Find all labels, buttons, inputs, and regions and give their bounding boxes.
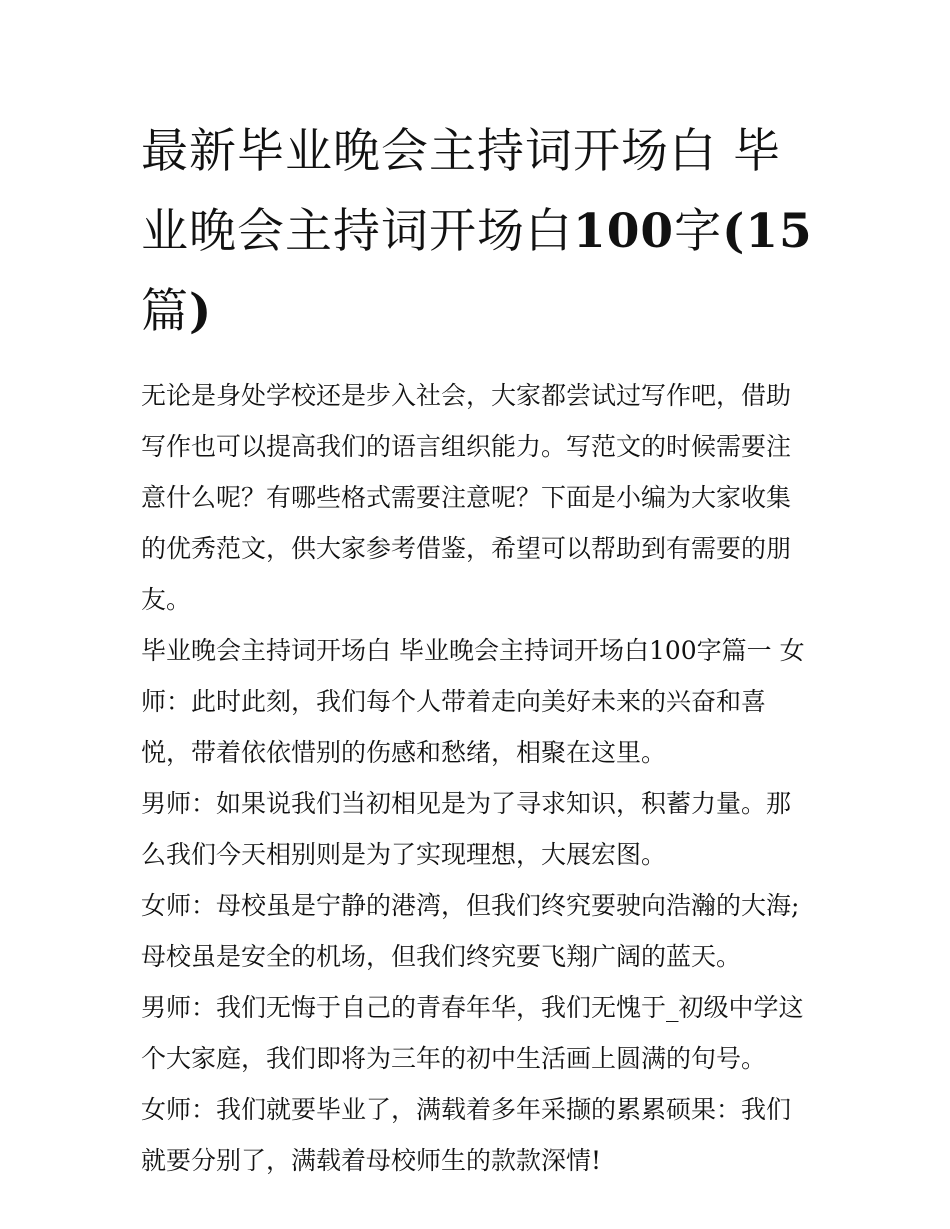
paragraph-female-host-3: 女师：我们就要毕业了，满载着多年采撷的累累硕果：我们就要分别了，满载着母校师生的款款深情! [141, 1095, 792, 1175]
document-title: 最新毕业晚会主持词开场白 毕业晚会主持词开场白100字(15篇) [141, 124, 813, 339]
document-page [141, 112, 813, 1186]
paragraph-male-host-1: 男师：如果说我们当初相见是为了寻求知识，积蓄力量。那么我们今天相别则是为了实现理想，大展宏图。 [141, 789, 792, 869]
paragraph-intro: 无论是身处学校还是步入社会，大家都尝试过写作吧，借助写作也可以提高我们的语言组织能力。写范文的时候需要注意什么呢？有哪些格式需要注意呢？下面是小编为大家收集的优秀范文，供大家参考借鉴，希望可以帮助到有需要的朋友。 [141, 381, 792, 614]
document-body [141, 370, 813, 1186]
paragraph-male-host-2: 男师：我们无悔于自己的青春年华，我们无愧于_初级中学这个大家庭，我们即将为三年的初中生活画上圆满的句号。 [141, 993, 804, 1073]
paragraph-female-host-2: 女师：母校虽是宁静的港湾，但我们终究要驶向浩瀚的大海;母校虽是安全的机场，但我们终究要飞翔广阔的蓝天。 [141, 891, 800, 971]
paragraph-opening: 毕业晚会主持词开场白 毕业晚会主持词开场白100字篇一 女师：此时此刻，我们每个人带着走向美好未来的兴奋和喜悦，带着依依惜别的伤感和愁绪，相聚在这里。 [141, 636, 805, 767]
